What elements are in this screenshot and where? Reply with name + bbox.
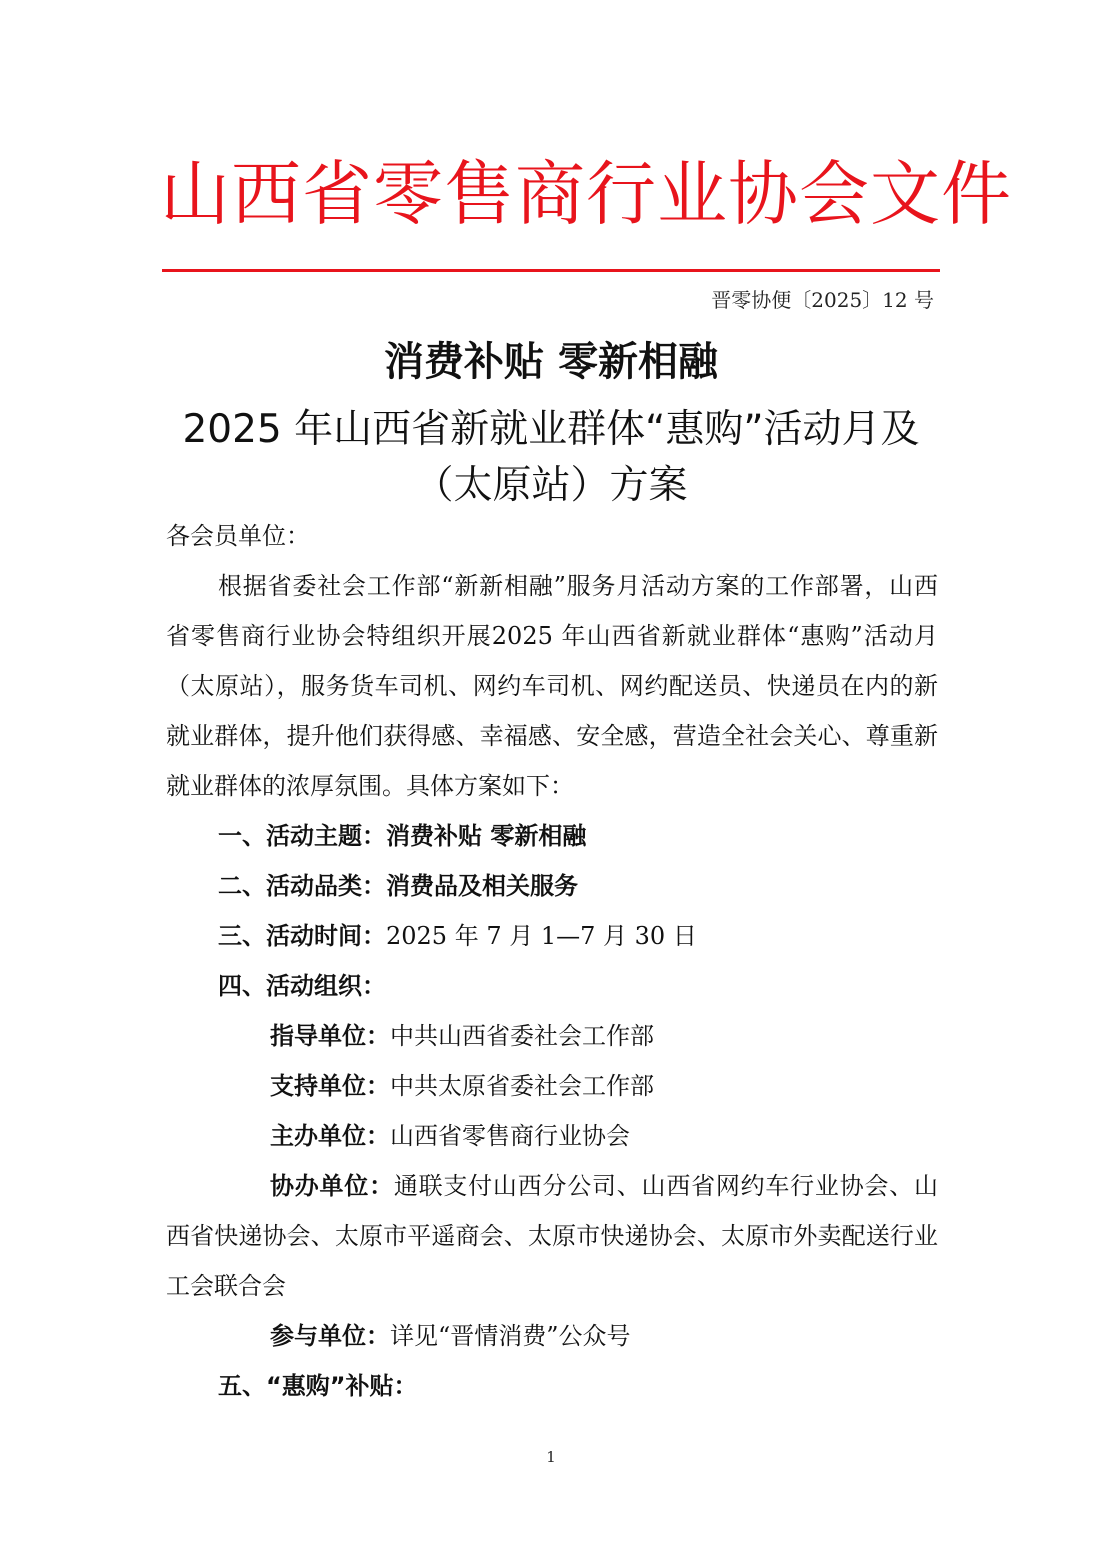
section-time-value: 2025 年 7 月 1—7 月 30 日	[386, 922, 697, 950]
section-time	[218, 911, 697, 961]
section-subsidy	[218, 1361, 418, 1411]
section-subsidy-label: 五、“惠购”补贴：	[218, 1372, 418, 1400]
org-support	[270, 1061, 654, 1111]
org-host-value: 山西省零售商行业协会	[390, 1122, 630, 1150]
org-participant-label: 参与单位：	[270, 1322, 390, 1350]
salutation: 各会员单位：	[166, 522, 310, 550]
org-co-label: 协办单位：	[270, 1172, 394, 1200]
section-theme-value: 消费补贴 零新相融	[386, 822, 587, 850]
org-participant	[270, 1311, 631, 1361]
org-support-value: 中共太原省委社会工作部	[390, 1072, 654, 1100]
intro-paragraph: 根据省委社会工作部“新新相融”服务月活动方案的工作部署，山西省零售商行业协会特组织开展2025 年山西省新就业群体“惠购”活动月（太原站），服务货车司机、网约车司机、网约配送员、快递员在内的新就业群体，提升他们获得感、幸福感、安全感，营造全社会关心、尊重新就业群体的浓厚氛围。具体方案如下：	[166, 572, 938, 800]
org-support-label: 支持单位：	[270, 1072, 390, 1100]
section-category-label: 二、活动品类：	[218, 872, 386, 900]
org-participant-value: 详见“晋情消费”公众号	[390, 1322, 631, 1350]
org-host-label: 主办单位：	[270, 1122, 390, 1150]
section-organization	[218, 961, 386, 1011]
org-co	[166, 1161, 938, 1311]
section-organization-label: 四、活动组织：	[218, 972, 386, 1000]
document-header-title: 山西省零售商行业协会文件	[160, 153, 1012, 235]
org-guide-label: 指导单位：	[270, 1022, 390, 1050]
section-theme-label: 一、活动主题：	[218, 822, 386, 850]
org-co-value: 通联支付山西分公司、山西省网约车行业协会、山西省快递协会、太原市平遥商会、太原市快递协会、太原市外卖配送行业工会联合会	[166, 1172, 939, 1300]
org-guide	[270, 1011, 654, 1061]
page-number: 1	[546, 1448, 556, 1466]
section-time-label: 三、活动时间：	[218, 922, 386, 950]
section-theme	[218, 811, 586, 861]
section-category-value: 消费品及相关服务	[386, 872, 578, 900]
org-guide-value: 中共山西省委社会工作部	[390, 1022, 654, 1050]
sub-title: 2025 年山西省新就业群体“惠购”活动月及（太原站）方案	[182, 407, 920, 508]
org-host	[270, 1111, 630, 1161]
header-red-rule	[162, 269, 940, 272]
section-category	[218, 861, 578, 911]
main-title: 消费补贴 零新相融	[384, 339, 718, 385]
document-number: 晋零协便〔2025〕12 号	[711, 288, 934, 312]
